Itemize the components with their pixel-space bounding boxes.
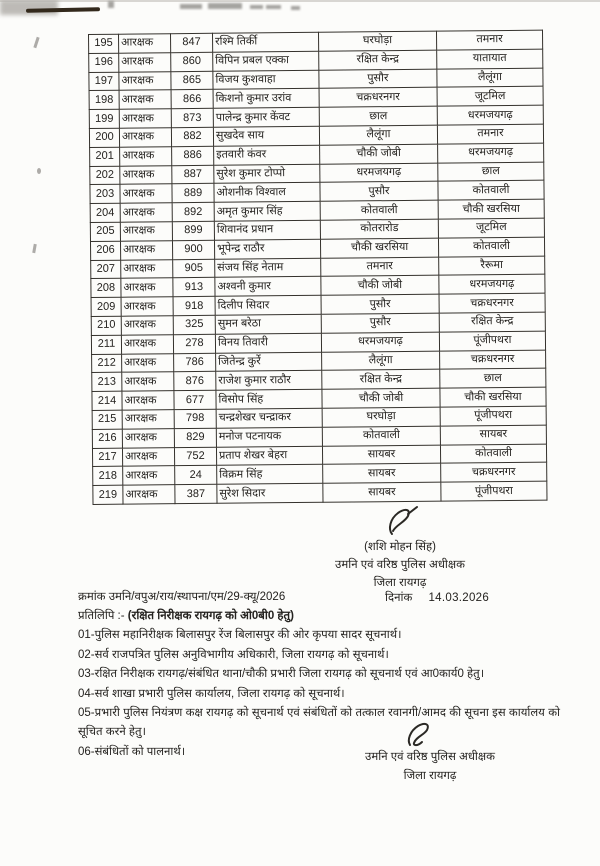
scan-text-fragment (266, 5, 281, 9)
cell-to-posting: छाल (438, 162, 544, 182)
cell-serial: 197 (89, 72, 119, 91)
cell-rank: आरक्षक (120, 184, 172, 203)
cell-name: जितेन्द्र कुर्रे (216, 352, 322, 372)
scan-ink-bar-artifact (26, 7, 100, 13)
cell-to-posting: जूटमिल (437, 87, 543, 107)
cell-serial: 201 (90, 147, 120, 166)
cell-from-posting: पुसौर (321, 313, 439, 333)
scan-speck (33, 37, 39, 48)
scan-text-fragment (208, 3, 242, 9)
cell-to-posting: चक्रधरनगर (441, 462, 547, 482)
memo-ref-number: क्रमांक उमनि/वपुअ/राय/स्थापना/एम/29-क्यू/2026 (78, 591, 286, 603)
cell-to-posting: धरमजयगढ़ (438, 143, 544, 163)
cell-name: मनोज पटनायक (216, 427, 322, 447)
copy-list-item: 05-प्रभारी पुलिस नियंत्रण कक्ष रायगढ़ को सूचनार्थ एवं संबंधितों को तत्काल रवानगी/आमद की सूचना इस कार्यालय को सूचित करने हेतु। (78, 707, 560, 738)
cell-serial: 216 (92, 429, 122, 448)
cell-from-posting: कोतवाली (322, 426, 440, 446)
cell-rank: आरक्षक (121, 259, 173, 278)
cell-name: दिलीप सिदार (215, 295, 321, 315)
cell-badge-number: 866 (171, 90, 213, 109)
cell-badge-number: 798 (174, 409, 216, 428)
cell-serial: 195 (89, 34, 119, 53)
cell-to-posting: धरमजयगढ़ (439, 274, 545, 294)
roster-body (89, 30, 547, 504)
cell-badge-number: 918 (173, 296, 215, 315)
cell-from-posting: लैलूंगा (319, 125, 437, 145)
copy-list-item: 02-सर्व राजपत्रित पुलिस अनुविभागीय अधिकारी, जिला रायगढ़ को सूचनार्थ। (78, 648, 389, 661)
cell-to-posting: चौकी खरसिया (440, 387, 546, 407)
scan-text-fragment (108, 1, 114, 8)
cell-serial: 217 (92, 448, 122, 467)
cell-name: विसोप सिंह (216, 389, 322, 409)
transfer-roster (88, 30, 546, 505)
scan-text-fragment (291, 6, 300, 10)
scan-text-fragment (180, 4, 202, 9)
cell-rank: आरक्षक (121, 297, 173, 316)
cell-from-posting: रक्षित केन्द्र (319, 50, 437, 70)
cell-from-posting: कोतवाली (320, 200, 438, 220)
cell-name: सुरेश सिदार (217, 483, 323, 503)
cell-serial: 207 (91, 260, 121, 279)
cell-rank: आरक्षक (122, 428, 174, 447)
cell-name: इतवारी कंवर (214, 145, 320, 165)
cell-from-posting: चौकी जोबी (320, 144, 438, 164)
cell-to-posting: पूंजीपथरा (441, 481, 547, 501)
scan-speck (32, 244, 37, 253)
cell-serial: 208 (91, 279, 121, 298)
cell-to-posting: लैलूंगा (437, 68, 543, 88)
cell-to-posting: कोतवाली (438, 181, 544, 201)
cell-from-posting: पुसौर (319, 69, 437, 89)
cell-badge-number: 887 (172, 165, 214, 184)
cell-badge-number: 899 (172, 221, 214, 240)
cell-serial: 210 (91, 316, 121, 335)
cell-to-posting: पूंजीपथरा (439, 331, 545, 351)
cell-from-posting: धरमजयगढ़ (320, 163, 438, 183)
cell-serial: 204 (90, 203, 120, 222)
memo-date (385, 590, 489, 606)
cell-serial: 209 (91, 297, 121, 316)
cell-from-posting: पुसौर (320, 182, 438, 202)
cell-to-posting: कोतवाली (438, 237, 544, 257)
cell-name: किशनो कुमार उरांव (213, 89, 319, 109)
cell-to-posting: पूंजीपथरा (440, 406, 546, 426)
cell-name: सुरेश कुमार टोप्पो (214, 164, 320, 184)
cell-serial: 215 (92, 410, 122, 429)
cell-rank: आरक्षक (122, 391, 174, 410)
cell-badge-number: 873 (171, 108, 213, 127)
cell-rank: आरक्षक (120, 240, 172, 259)
cell-name: विक्रम सिंह (217, 465, 323, 485)
cell-from-posting: सायबर (322, 445, 440, 465)
cell-name: सुमन बरेठा (215, 314, 321, 334)
cell-badge-number: 889 (172, 184, 214, 203)
cell-from-posting: चौकी खरसिया (320, 238, 438, 258)
cell-from-posting: धरमजयगढ़ (321, 332, 439, 352)
cell-rank: आरक्षक (120, 146, 172, 165)
copy-heading (78, 607, 560, 625)
cell-to-posting: कोतवाली (440, 444, 546, 464)
cell-badge-number: 860 (171, 52, 213, 71)
cell-serial: 198 (89, 91, 119, 110)
cell-rank: आरक्षक (123, 485, 175, 504)
copy-list-item: 03-रक्षित निरीक्षक रायगढ़/संबंधित थाना/चौकी प्रभारी जिला रायगढ़ को सूचनार्थ एवं आ0कार्य0 हेतु। (78, 668, 485, 681)
cell-rank: आरक्षक (121, 334, 173, 353)
cell-badge-number: 905 (173, 259, 215, 278)
cell-rank: आरक्षक (119, 34, 171, 53)
cell-name: राजेश कुमार राठौर (216, 371, 322, 391)
cell-serial: 200 (89, 128, 119, 147)
cell-badge-number: 886 (172, 146, 214, 165)
copy-list-item: 04-सर्व शाखा प्रभारी पुलिस कार्यालय, जिला रायगढ़ को सूचनार्थ। (78, 687, 345, 700)
cell-from-posting: चक्रधरनगर (319, 88, 437, 108)
cell-name: प्रताप शेखर बेहरा (216, 446, 322, 466)
signatory-district: जिला रायगढ़ (403, 770, 457, 782)
cell-to-posting: चक्रधरनगर (439, 293, 545, 313)
cell-rank: आरक्षक (121, 278, 173, 297)
cell-to-posting: रैरूमा (439, 256, 545, 276)
cell-badge-number: 829 (174, 428, 216, 447)
date-label: दिनांक (385, 592, 413, 604)
cell-serial: 202 (90, 166, 120, 185)
cell-rank: आरक्षक (119, 71, 171, 90)
cell-badge-number: 278 (173, 334, 215, 353)
cell-serial: 218 (93, 467, 123, 486)
cell-rank: आरक्षक (120, 203, 172, 222)
cell-serial: 212 (92, 354, 122, 373)
cell-from-posting: रक्षित केन्द्र (322, 369, 440, 389)
cell-rank: आरक्षक (122, 410, 174, 429)
signatory-title: उमनि एवं वरिष्ठ पुलिस अधीक्षक (365, 751, 495, 763)
cell-to-posting: छाल (440, 368, 546, 388)
signature-block-bottom (330, 721, 530, 786)
cell-rank: आरक्षक (122, 447, 174, 466)
cell-from-posting: पुसौर (321, 294, 439, 314)
cell-badge-number: 865 (171, 71, 213, 90)
copy-heading-note: (रक्षित निरीक्षक रायगढ़ को ओ0बी0 हेतु) (127, 610, 294, 622)
cell-name: चन्द्रशेखर चन्द्राकर (216, 408, 322, 428)
cell-to-posting: जूटमिल (438, 218, 544, 238)
cell-from-posting: लैलूंगा (322, 351, 440, 371)
transfer-roster-table (88, 30, 547, 505)
signature-scribble-icon (378, 505, 422, 537)
cell-name: सुखदेव साय (213, 126, 319, 146)
table-row (93, 481, 547, 504)
cell-to-posting: यातायात (437, 49, 543, 69)
cell-badge-number: 847 (171, 33, 213, 52)
signature-block-top (295, 505, 505, 592)
cell-from-posting: चौकी जोबी (321, 276, 439, 296)
cell-rank: आरक्षक (121, 316, 173, 335)
cell-badge-number: 24 (175, 466, 217, 485)
date-value: 14.03.2026 (428, 592, 490, 604)
cell-badge-number: 913 (173, 278, 215, 297)
cell-from-posting: तमनार (321, 257, 439, 277)
cell-to-posting: चक्रधरनगर (440, 350, 546, 370)
cell-to-posting: चौकी खरसिया (438, 199, 544, 219)
cell-rank: आरक्षक (122, 353, 174, 372)
cell-rank: आरक्षक (120, 165, 172, 184)
cell-name: संजय सिंह नेताम (215, 258, 321, 278)
cell-serial: 213 (92, 373, 122, 392)
cell-name: ओशनीक विश्वाल (214, 183, 320, 203)
cell-serial: 199 (89, 109, 119, 128)
cell-from-posting: घरघोड़ा (318, 31, 436, 51)
cell-from-posting: छाल (319, 106, 437, 126)
cell-name: शिवानंद प्रधान (214, 220, 320, 240)
cell-badge-number: 900 (172, 240, 214, 259)
cell-name: अमृत कुमार सिंह (214, 201, 320, 221)
cell-badge-number: 882 (171, 127, 213, 146)
signatory-name: (शशि मोहन सिंह) (364, 541, 436, 553)
cell-name: अश्वनी कुमार (215, 277, 321, 297)
cell-name: पालेन्द्र कुमार केंवट (213, 107, 319, 127)
cell-rank: आरक्षक (119, 109, 171, 128)
copy-list-item: 06-संबंधितों को पालनार्थ। (78, 745, 186, 758)
cell-name: विनय तिवारी (215, 333, 321, 353)
cell-to-posting: धरमजयगढ़ (437, 105, 543, 125)
cell-badge-number: 892 (172, 202, 214, 221)
cell-rank: आरक्षक (119, 53, 171, 72)
signature-scribble-icon (402, 721, 436, 748)
cell-serial: 203 (90, 185, 120, 204)
cell-badge-number: 325 (173, 315, 215, 334)
cell-name: विजय कुशवाहा (213, 70, 319, 90)
signatory-title: उमनि एवं वरिष्ठ पुलिस अधीक्षक (335, 559, 465, 571)
cell-rank: आरक्षक (119, 128, 171, 147)
cell-from-posting: सायबर (323, 463, 441, 483)
cell-serial: 205 (90, 222, 120, 241)
cell-from-posting: कोतरारोड (320, 219, 438, 239)
copy-heading-prefix: प्रतिलिपि :- (78, 610, 125, 622)
memo-ref-row (78, 589, 560, 606)
cell-serial: 211 (91, 335, 121, 354)
cell-serial: 219 (93, 485, 123, 504)
cell-badge-number: 876 (174, 372, 216, 391)
cell-name: रश्मि तिर्की (212, 32, 318, 52)
cell-rank: आरक्षक (119, 90, 171, 109)
cell-name: विपिन प्रबल एक्का (213, 51, 319, 71)
copy-list-item: 01-पुलिस महानिरीक्षक बिलासपुर रेंज बिलासपुर की ओर कृपया सादर सूचनार्थ। (78, 629, 402, 641)
cell-serial: 214 (92, 391, 122, 410)
cell-to-posting: तमनार (437, 124, 543, 144)
cell-rank: आरक्षक (122, 372, 174, 391)
scan-edge-artifact (0, 0, 600, 2)
cell-rank: आरक्षक (120, 222, 172, 241)
cell-badge-number: 786 (174, 353, 216, 372)
signatory-district: जिला रायगढ़ (373, 577, 427, 589)
cell-to-posting: रक्षित केन्द्र (439, 312, 545, 332)
cell-from-posting: चौकी जोबी (322, 388, 440, 408)
cell-serial: 196 (89, 53, 119, 72)
cell-from-posting: सायबर (323, 482, 441, 502)
cell-badge-number: 752 (174, 447, 216, 466)
cell-to-posting: सायबर (440, 425, 546, 445)
cell-to-posting: तमनार (436, 30, 542, 50)
cell-name: भूपेन्द्र राठौर (214, 239, 320, 259)
cell-from-posting: घरघोड़ा (322, 407, 440, 427)
cell-rank: आरक्षक (123, 466, 175, 485)
cell-badge-number: 677 (174, 390, 216, 409)
scan-text-fragment (250, 5, 263, 9)
scan-speck (37, 168, 41, 174)
cell-serial: 206 (90, 241, 120, 260)
cell-badge-number: 387 (175, 484, 217, 503)
